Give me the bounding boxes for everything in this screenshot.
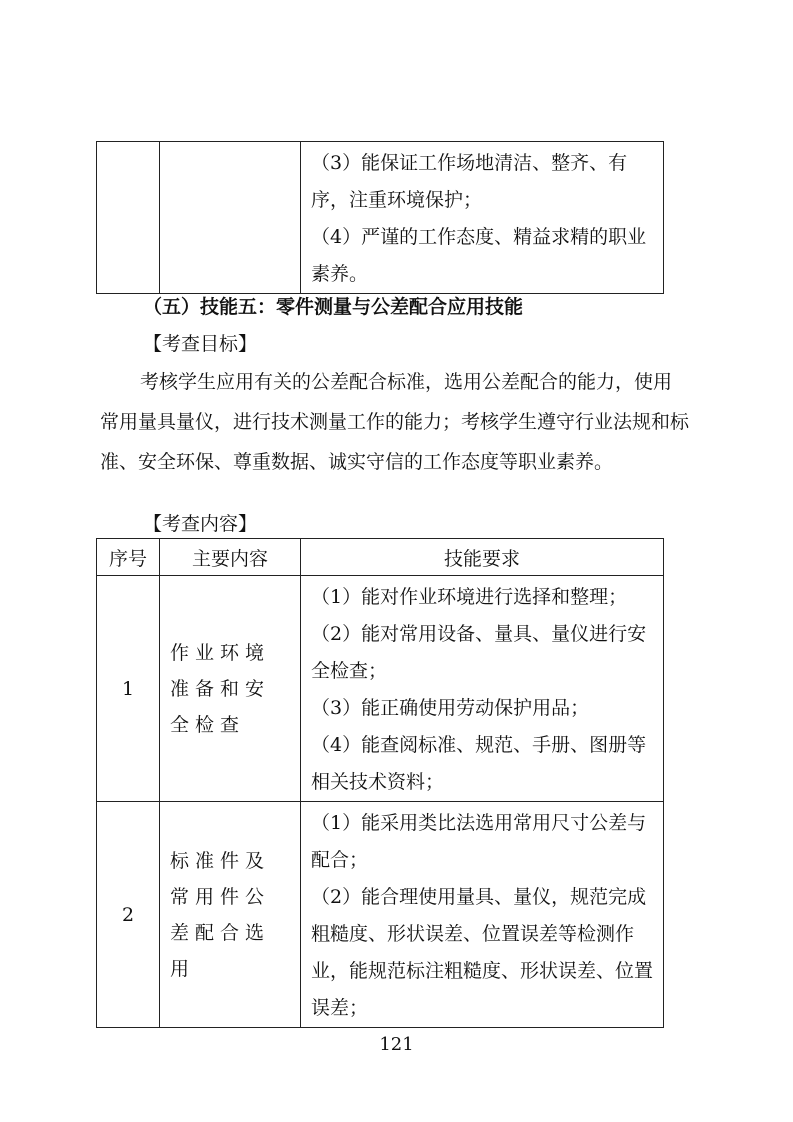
row-requirements: [301, 576, 664, 802]
header-content: 主要内容: [160, 539, 301, 576]
page-number: 121: [379, 1034, 414, 1055]
row-number: 2: [97, 802, 160, 1028]
continuation-content-cell: [160, 142, 301, 294]
objective-paragraph: 考核学生应用有关的公差配合标准，选用公差配合的能力，使用常用量具量仪，进行技术测量工作的能力；考核学生遵守行业法规和标准、安全环保、尊重数据、诚实守信的工作态度等职业素养。: [100, 371, 690, 473]
table-header-row: [97, 539, 664, 576]
requirement-item: （2）能合理使用量具、量仪，规范完成粗糙度、形状误差、位置误差等检测作业，能规范标注粗糙度、形状误差、位置误差；: [311, 886, 654, 1019]
requirement-item: （3）能正确使用劳动保护用品；: [311, 697, 590, 719]
requirement-item: （4）能查阅标准、规范、手册、图册等相关技术资料；: [311, 734, 647, 793]
continuation-table: [96, 141, 664, 294]
section-title: （五）技能五：零件测量与公差配合应用技能: [143, 296, 524, 318]
table-row: [97, 802, 664, 1028]
header-no: 序号: [97, 539, 160, 576]
continuation-no-cell: [97, 142, 160, 294]
requirement-item: （1）能对作业环境进行选择和整理；: [311, 586, 628, 608]
row-number: 1: [97, 576, 160, 802]
row-requirements: [301, 802, 664, 1028]
row-content: 作业环境准备和安全检查: [160, 576, 301, 802]
continuation-requirements-cell: [301, 142, 664, 294]
header-requirements: 技能要求: [301, 539, 664, 576]
requirement-item: （3）能保证工作场地清洁、整齐、有序，注重环境保护；: [311, 152, 628, 211]
requirement-item: （4）严谨的工作态度、精益求精的职业素养。: [311, 226, 647, 285]
requirement-item: （2）能对常用设备、量具、量仪进行安全检查；: [311, 623, 647, 682]
requirement-item: （1）能采用类比法选用常用尺寸公差与配合；: [311, 812, 647, 871]
table-row: [97, 576, 664, 802]
content-table: [96, 538, 664, 1028]
objective-heading: 【考查目标】: [143, 333, 258, 355]
content-heading: 【考查内容】: [143, 513, 258, 535]
row-content: 标准件及常用件公差配合选用: [160, 802, 301, 1028]
